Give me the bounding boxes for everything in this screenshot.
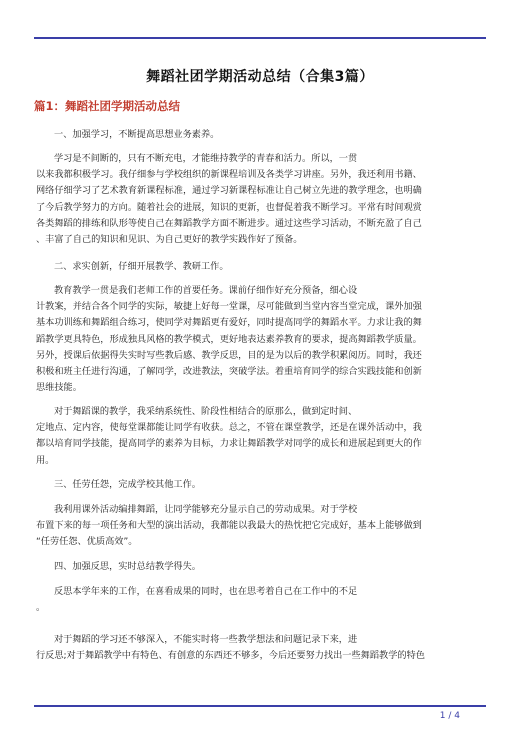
paragraph-line: 积极和班主任进行沟通，了解同学，改进教法，突破学法。着重培育同学的综合实践技能和创新	[36, 365, 422, 377]
page-number: 1 / 4	[439, 711, 460, 721]
paragraph-line: 网络仔细学习了艺术教育新课程标准，通过学习新课程标准让自己树立先进的教学理念，也明确	[36, 185, 422, 197]
paragraph-line: 了今后教学努力的方向。随着社会的进展，知识的更新，也督促着我不断学习。平常有时间观赏	[36, 201, 422, 213]
paragraph-line: 二、求实创新，仔细开展教学、教研工作。	[54, 261, 229, 272]
paragraph	[36, 584, 482, 616]
paragraph	[36, 632, 482, 664]
paragraph-line: 反思本学年来的工作，在喜看成果的同时，也在思考着自己在工作中的不足	[54, 586, 358, 597]
paragraph	[36, 502, 482, 551]
paragraph-line: 一、加强学习，不断提高思想业务素养。	[54, 129, 220, 140]
paragraph-line: 都以培育同学技能，提高同学的素养为目标，力求让舞蹈教学对同学的成长和进展起到更大的作	[36, 438, 422, 450]
paragraph	[36, 477, 482, 493]
paragraph-line: 蹈教学更具特色，形成独具风格的教学模式，更好地表达素养教育的要求，提高舞蹈教学质量。	[36, 333, 422, 345]
paragraph	[36, 259, 482, 275]
paragraph-line: 三、任劳任怨，完成学校其他工作。	[54, 479, 201, 490]
paragraph-line: 。	[36, 602, 46, 614]
paragraph-line: 对于舞蹈的学习还不够深入，不能实时将一些教学想法和问题记录下来，进	[54, 634, 358, 645]
paragraph-line: 各类舞蹈的排练和队形等使自己在舞蹈教学方面不断进步。通过这些学习活动，不断充盈了自己	[36, 217, 422, 229]
document-title: 舞蹈社团学期活动总结（合集3篇）	[146, 69, 374, 85]
paragraph-line: 、丰富了自己的知识和见识、为自己更好的教学实践作好了预备。	[36, 233, 303, 245]
paragraph-line: 布置下来的每一项任务和大型的演出活动，我都能以我最大的热忱把它完成好，基本上能够做到	[36, 520, 422, 532]
header-rule	[34, 37, 486, 39]
paragraph	[36, 559, 482, 575]
paragraph-line: 对于舞蹈课的教学，我采纳系统性、阶段性相结合的原那么，做到定时间、	[54, 406, 358, 417]
paragraph	[36, 404, 482, 469]
paragraph-line: 以来我都积极学习。我仔细参与学校组织的新课程培训及各类学习讲座。另外，我还利用书籍、	[36, 169, 422, 181]
paragraph	[36, 151, 482, 248]
paragraph-line: 行反思;对于舞蹈教学中有特色、有创意的东西还不够多，今后还要努力找出一些舞蹈教学的特色	[36, 650, 425, 662]
paragraph-line: 教育教学一贯是我们老师工作的首要任务。课前仔细作好充分预备，细心设	[54, 285, 358, 296]
paragraph	[36, 283, 482, 396]
paragraph-line: 用。	[36, 454, 55, 466]
paragraph-line: 基本功训练和舞蹈组合练习，使同学对舞蹈更有爱好，同时提高同学的舞蹈水平。力求让我的舞	[36, 317, 422, 329]
section-heading: 篇1：舞蹈社团学期活动总结	[34, 99, 181, 113]
paragraph-line: 另外，授课后依据得失实时写些教后感、教学反思，目的是为以后的教学积累阅历。同时，我还	[36, 349, 422, 361]
paragraph-line: 思维技能。	[36, 382, 82, 394]
paragraph-line: “任劳任怨、优质高效”。	[36, 536, 138, 548]
paragraph-line: 计教案，并结合各个同学的实际，敏捷上好每一堂课，尽可能做到当堂内容当堂完成，课外加强	[36, 301, 422, 313]
paragraph-line: 学习是不间断的，只有不断充电，才能维持教学的青春和活力。所以，一贯	[54, 153, 358, 164]
paragraph	[36, 127, 482, 143]
paragraph-line: 四、加强反思，实时总结教学得失。	[54, 561, 201, 572]
footer-rule	[34, 705, 486, 707]
paragraph-line: 我利用课外活动编排舞蹈，让同学能够充分显示自己的劳动成果。对于学校	[54, 504, 358, 515]
paragraph-line: 定地点、定内容，使每堂课都能让同学有收获。总之，不管在课堂教学，还是在课外活动中，我	[36, 422, 422, 434]
